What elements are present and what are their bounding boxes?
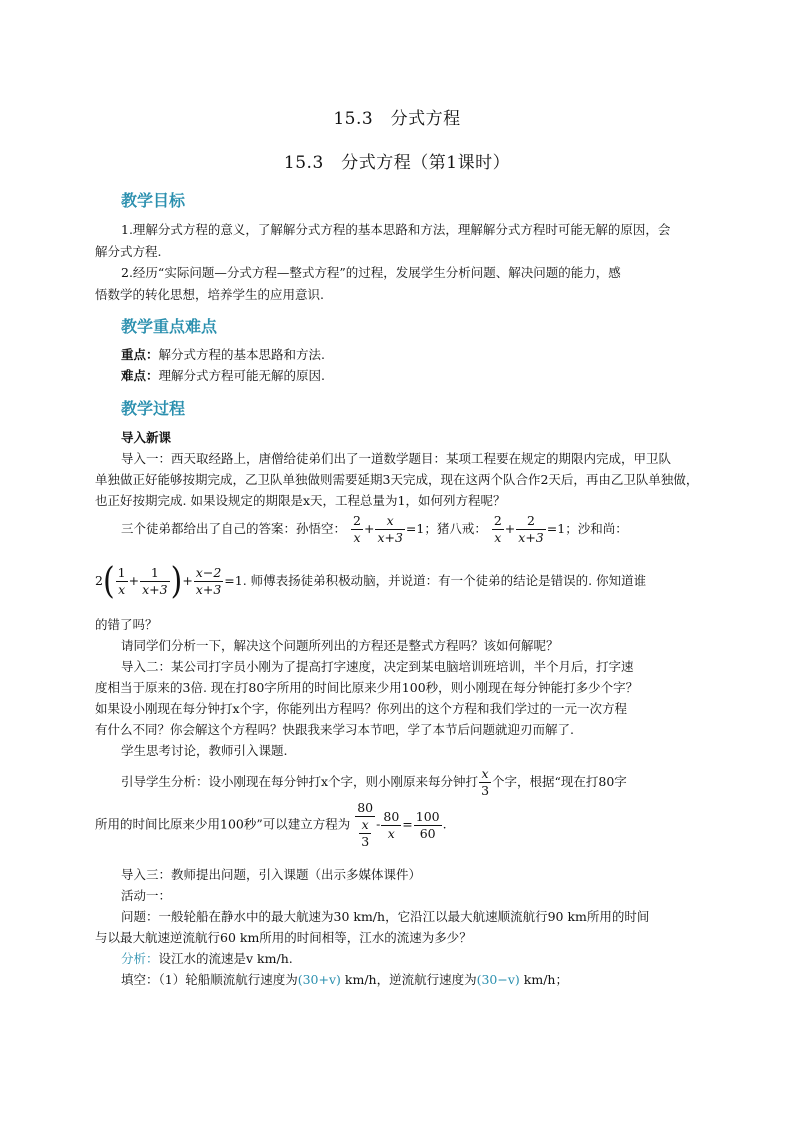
goal-2-line-a: 2.经历“实际问题—分式方程—整式方程”的过程，发展学生分析问题、解决问题的能力，感 [121,265,621,280]
analysis-label: 分析： [121,951,159,966]
fraction-1-over-x3: $\frac{1}{x+3}$ [142,565,168,597]
fill-answer-a: (30+v) [297,972,341,987]
fraction-2-over-x: $\frac{2}{x}$ [353,513,361,545]
key-point-label: 重点： [121,347,159,362]
difficulty-point [121,367,325,385]
fraction-80-over-x: $\frac{80}{x}$ [383,808,400,841]
intro2-line-1: 导入二：某公司打字员小刚为了提高打字速度，决定到某电脑培训班培训，半个月后，打字速 [121,659,634,674]
fill-suffix: km/h； [519,972,568,987]
fraction-2-over-x-b: $\frac{2}{x}$ [493,513,502,545]
guide-equation-line: 所用的时间比原来少用100秒”可以建立方程为 $\frac{80}{\frac{x}{3}}$ - $\frac{80}{x}$ = $\frac{100}{60}$ . [95,800,447,849]
guide-line [121,766,627,799]
answers-middle-2: =1；沙和尚： [546,521,628,536]
guide-prefix: 引导学生分析：设小刚现在每分钟打x个字，则小刚原来每分钟打 [121,774,479,789]
fill-line [121,971,568,989]
answers-prefix: 三个徒弟都给出了自己的答案：孙悟空： [121,521,347,536]
document-title: 15.3 分式方程 [333,109,461,129]
intro1-line-2: 单独做正好能够按期完成，乙卫队单独做则需要延期3天完成，现在这两个队合作2天后，再由乙卫队单独做， [95,472,699,487]
difficulty-label: 难点： [121,368,159,383]
key-point [121,346,325,364]
intro1-line-1: 导入一：西天取经路上，唐僧给徒弟们出了一道数学题目：某项工程要在规定的期限内完成，甲卫队 [121,451,672,466]
fraction-2-over-x3: $\frac{2}{x+3}$ [518,513,544,545]
intro3-line-2: 活动一： [121,888,172,903]
intro2-line-5: 学生思考讨论，教师引入课题. [121,743,288,758]
key-points-heading: 教学重点难点 [121,317,218,336]
intro3-line-4: 与以最大航速逆流航行60 km所用的时间相等，江水的流速为多少？ [95,930,472,945]
goal-1-line-b: 解分式方程. [95,244,162,259]
key-point-text: 解分式方程的基本思路和方法. [158,347,325,362]
fill-answer-b: (30−v) [476,972,520,987]
intro2-line-4: 有什么不同？你会解这个方程吗？快跟我来学习本节吧，学了本节后问题就迎刃而解了. [95,722,574,737]
answers-middle-1: =1；猪八戒： [405,521,487,536]
analysis-text: 设江水的流速是v km/h. [158,951,293,966]
intro1-ask: 请同学们分析一下，解决这个问题所列出的方程还是整式方程吗？该如何解呢？ [121,638,559,653]
fraction-1-over-x: $\frac{1}{x}$ [117,565,126,597]
fraction-x-over-3: $\frac{x}{3}$ [481,766,490,798]
intro2-line-3: 如果设小刚现在每分钟打x个字，你能列出方程吗？你列出的这个方程和我们学过的一元一次方程 [95,701,628,716]
goal-1-line-a: 1.理解分式方程的意义，了解解分式方程的基本思路和方法，理解解分式方程时可能无解的原因，会 [121,222,671,237]
fraction-xm2-over-x3: $\frac{x-2}{x+3}$ [195,565,222,597]
guide-suffix: 个字，根据“现在打80字 [492,774,627,789]
compound-fraction-80-over-x3: $\frac{80}{\frac{x}{3}}$ [357,800,374,849]
intro1-line-3: 也正好按期完成. 如果设规定的期限是x天，工程总量为1，如何列方程呢？ [95,493,506,508]
process-heading: 教学过程 [121,399,186,418]
intro2-line-2: 度相当于原来的3倍. 现在打80字所用的时间比原来少用100秒，则小刚现在每分钟能打多少个字？ [95,680,639,695]
intro1-wrong: 的错了吗？ [95,617,158,632]
fill-prefix: 填空：（1）轮船顺流航行速度为 [121,972,298,987]
goal-2-line-b: 悟数学的转化思想，培养学生的应用意识. [95,287,324,302]
analysis-line [121,950,293,968]
goals-heading: 教学目标 [121,191,186,210]
equation-line: 2( $\frac{1}{x}$ + $\frac{1}{x+3}$ )+ $\frac{x-2}{x+3}$ =1. 师傅表扬徒弟积极动脑，并说道：有一个徒弟的结论是错误的. 你知道谁 [95,560,647,603]
intro-heading: 导入新课 [121,430,172,445]
guide2-prefix: 所用的时间比原来少用100秒”可以建立方程为 [95,816,351,832]
intro3-line-3: 问题：一般轮船在静水中的最大航速为30 km/h，它沿江以最大航速顺流航行90 km所用的时间 [121,909,650,924]
answers-line: 三个徒弟都给出了自己的答案：孙悟空： $\frac{2}{x}$ + $\frac{x}{x+3}$ =1；猪八戒： $\frac{2}{x}$ + $\frac{2}{x+3}$ =1；沙和尚： [121,513,628,545]
lesson-title: 15.3 分式方程（第1课时） [283,153,511,173]
fill-middle: km/h，逆流航行速度为 [340,972,477,987]
fraction-x-over-x3: $\frac{x}{x+3}$ [377,513,403,545]
intro3-line-1: 导入三：教师提出问题，引入课题（出示多媒体课件） [121,867,422,882]
fraction-100-over-60: $\frac{100}{60}$ [415,808,440,841]
after-equation-text: =1. 师傅表扬徒弟积极动脑，并说道：有一个徒弟的结论是错误的. 你知道谁 [224,573,647,588]
difficulty-text: 理解分式方程可能无解的原因. [158,368,325,383]
